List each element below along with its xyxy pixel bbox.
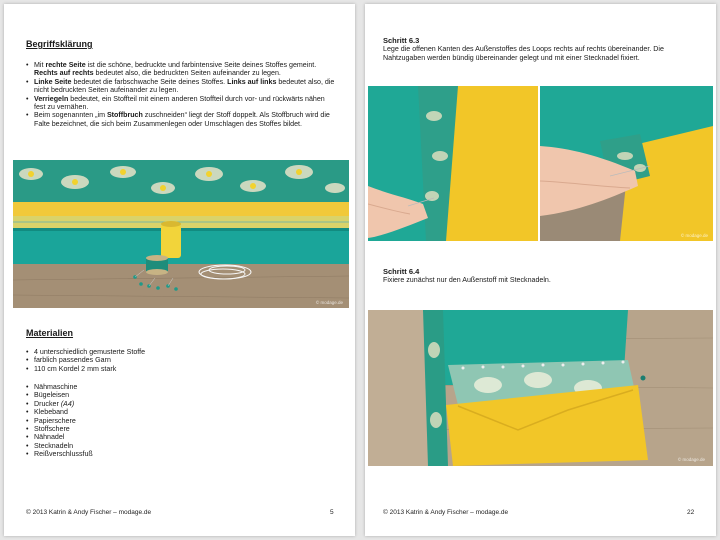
text-segment: Beim sogenannten „im — [34, 111, 107, 120]
step-6-4-photo-image — [368, 310, 713, 466]
text-segment: 4 unterschiedlich gemusterte Stoffe — [34, 348, 146, 356]
step-6-4-title: Schritt 6.4 — [383, 267, 420, 276]
text-segment: Reißverschlussfuß — [34, 450, 93, 459]
text-segment: bedeutet also, die nicht bedruckten Seiten aufeinander zu legen. — [34, 77, 335, 95]
tool-item — [26, 433, 326, 441]
bold-term: Linke Seite — [34, 77, 72, 86]
materials-photo — [13, 160, 349, 308]
step-6-3-photo-left — [368, 86, 538, 241]
step-6-3-photo-right — [540, 86, 713, 241]
text-segment: Nähmaschine — [34, 383, 78, 391]
definitions-heading: Begriffsklärung — [26, 39, 93, 49]
tool-item — [26, 417, 326, 425]
step-6-3-photo-left-image — [368, 86, 538, 241]
left-page-number: 5 — [330, 509, 334, 516]
bold-term: Verriegeln — [34, 94, 69, 103]
right-page-number: 22 — [687, 509, 695, 516]
left-footer: © 2013 Katrin & Andy Fischer – modage.de — [26, 509, 152, 516]
text-segment: Drucker — [34, 399, 61, 408]
definitions-list — [26, 61, 338, 128]
step-6-4-text: Fixiere zunächst nur den Außenstoff mit Stecknadeln. — [383, 276, 551, 284]
photo-watermark: © modage.de — [677, 457, 705, 462]
text-segment: Klebeband — [34, 408, 68, 417]
bold-term: rechte Seite — [45, 61, 86, 69]
text-segment: bedeutet also, die bedruckten Seiten aufeinander zu legen. — [93, 69, 281, 78]
left-page — [4, 4, 355, 536]
material-item — [26, 365, 326, 373]
definition-item — [26, 78, 338, 95]
text-segment: Stecknadeln — [34, 441, 74, 450]
materials-heading: Materialien — [26, 328, 74, 338]
material-item — [26, 356, 326, 364]
materials-photo-image — [13, 160, 349, 308]
bold-term: Rechts auf rechts — [34, 69, 94, 78]
text-segment: Stoffschere — [34, 425, 70, 434]
photo-watermark: © modage.de — [315, 300, 343, 305]
right-page — [365, 4, 716, 536]
text-segment: Bügeleisen — [34, 391, 70, 400]
text-segment: Nähnadel — [34, 433, 65, 442]
text-segment: 110 cm Kordel 2 mm stark — [34, 364, 117, 373]
right-footer: © 2013 Katrin & Andy Fischer – modage.de — [383, 509, 509, 516]
step-6-4-photo — [368, 310, 713, 466]
text-segment: farblich passendes Garn — [34, 356, 111, 365]
text-segment: bedeutet, ein Stoffteil mit einem anderen Stoffteil durch vor- und rückwärts nähen fest zu vernähen. — [34, 94, 325, 112]
tool-item — [26, 383, 326, 391]
photo-watermark: © modage.de — [680, 233, 708, 238]
bold-term: Links auf links — [227, 77, 277, 86]
definition-item — [26, 95, 338, 112]
tool-item — [26, 400, 326, 408]
text-segment: ist die schöne, bedruckte und farbintensive Seite deines Stoffes gemeint. — [85, 61, 317, 69]
definition-item — [26, 61, 338, 78]
material-item — [26, 348, 326, 356]
step-6-3-title: Schritt 6.3 — [383, 36, 420, 45]
tool-item — [26, 408, 326, 416]
text-segment: Mit — [34, 61, 46, 69]
text-segment: Papierschere — [34, 416, 76, 425]
tool-item — [26, 442, 326, 450]
tool-item — [26, 391, 326, 399]
tools-list — [26, 383, 326, 459]
step-6-3-text: Lege die offenen Kanten des Außenstoffes des Loops rechts auf rechts übereinander. Die Nahtzugaben werden bündig übereinander gelegt und mit einer Stecknadel fixiert. — [383, 45, 664, 62]
text-segment: zuschneiden“ liegt der Stoff doppelt. Als Stoffbruch wird die Falte bezeichnet, die sich beim Zusammenlegen oder Umschlagen des Stoffes bildet. — [34, 111, 330, 128]
tool-item — [26, 425, 326, 433]
materials-list — [26, 348, 326, 373]
bold-term: Stoffbruch — [106, 111, 143, 120]
italic-note: (A4) — [60, 399, 75, 408]
tool-item — [26, 450, 326, 458]
step-6-3-photo-right-image — [540, 86, 713, 241]
text-segment: bedeutet die farbschwache Seite deines Stoffes. — [71, 77, 228, 86]
definition-item — [26, 111, 338, 128]
